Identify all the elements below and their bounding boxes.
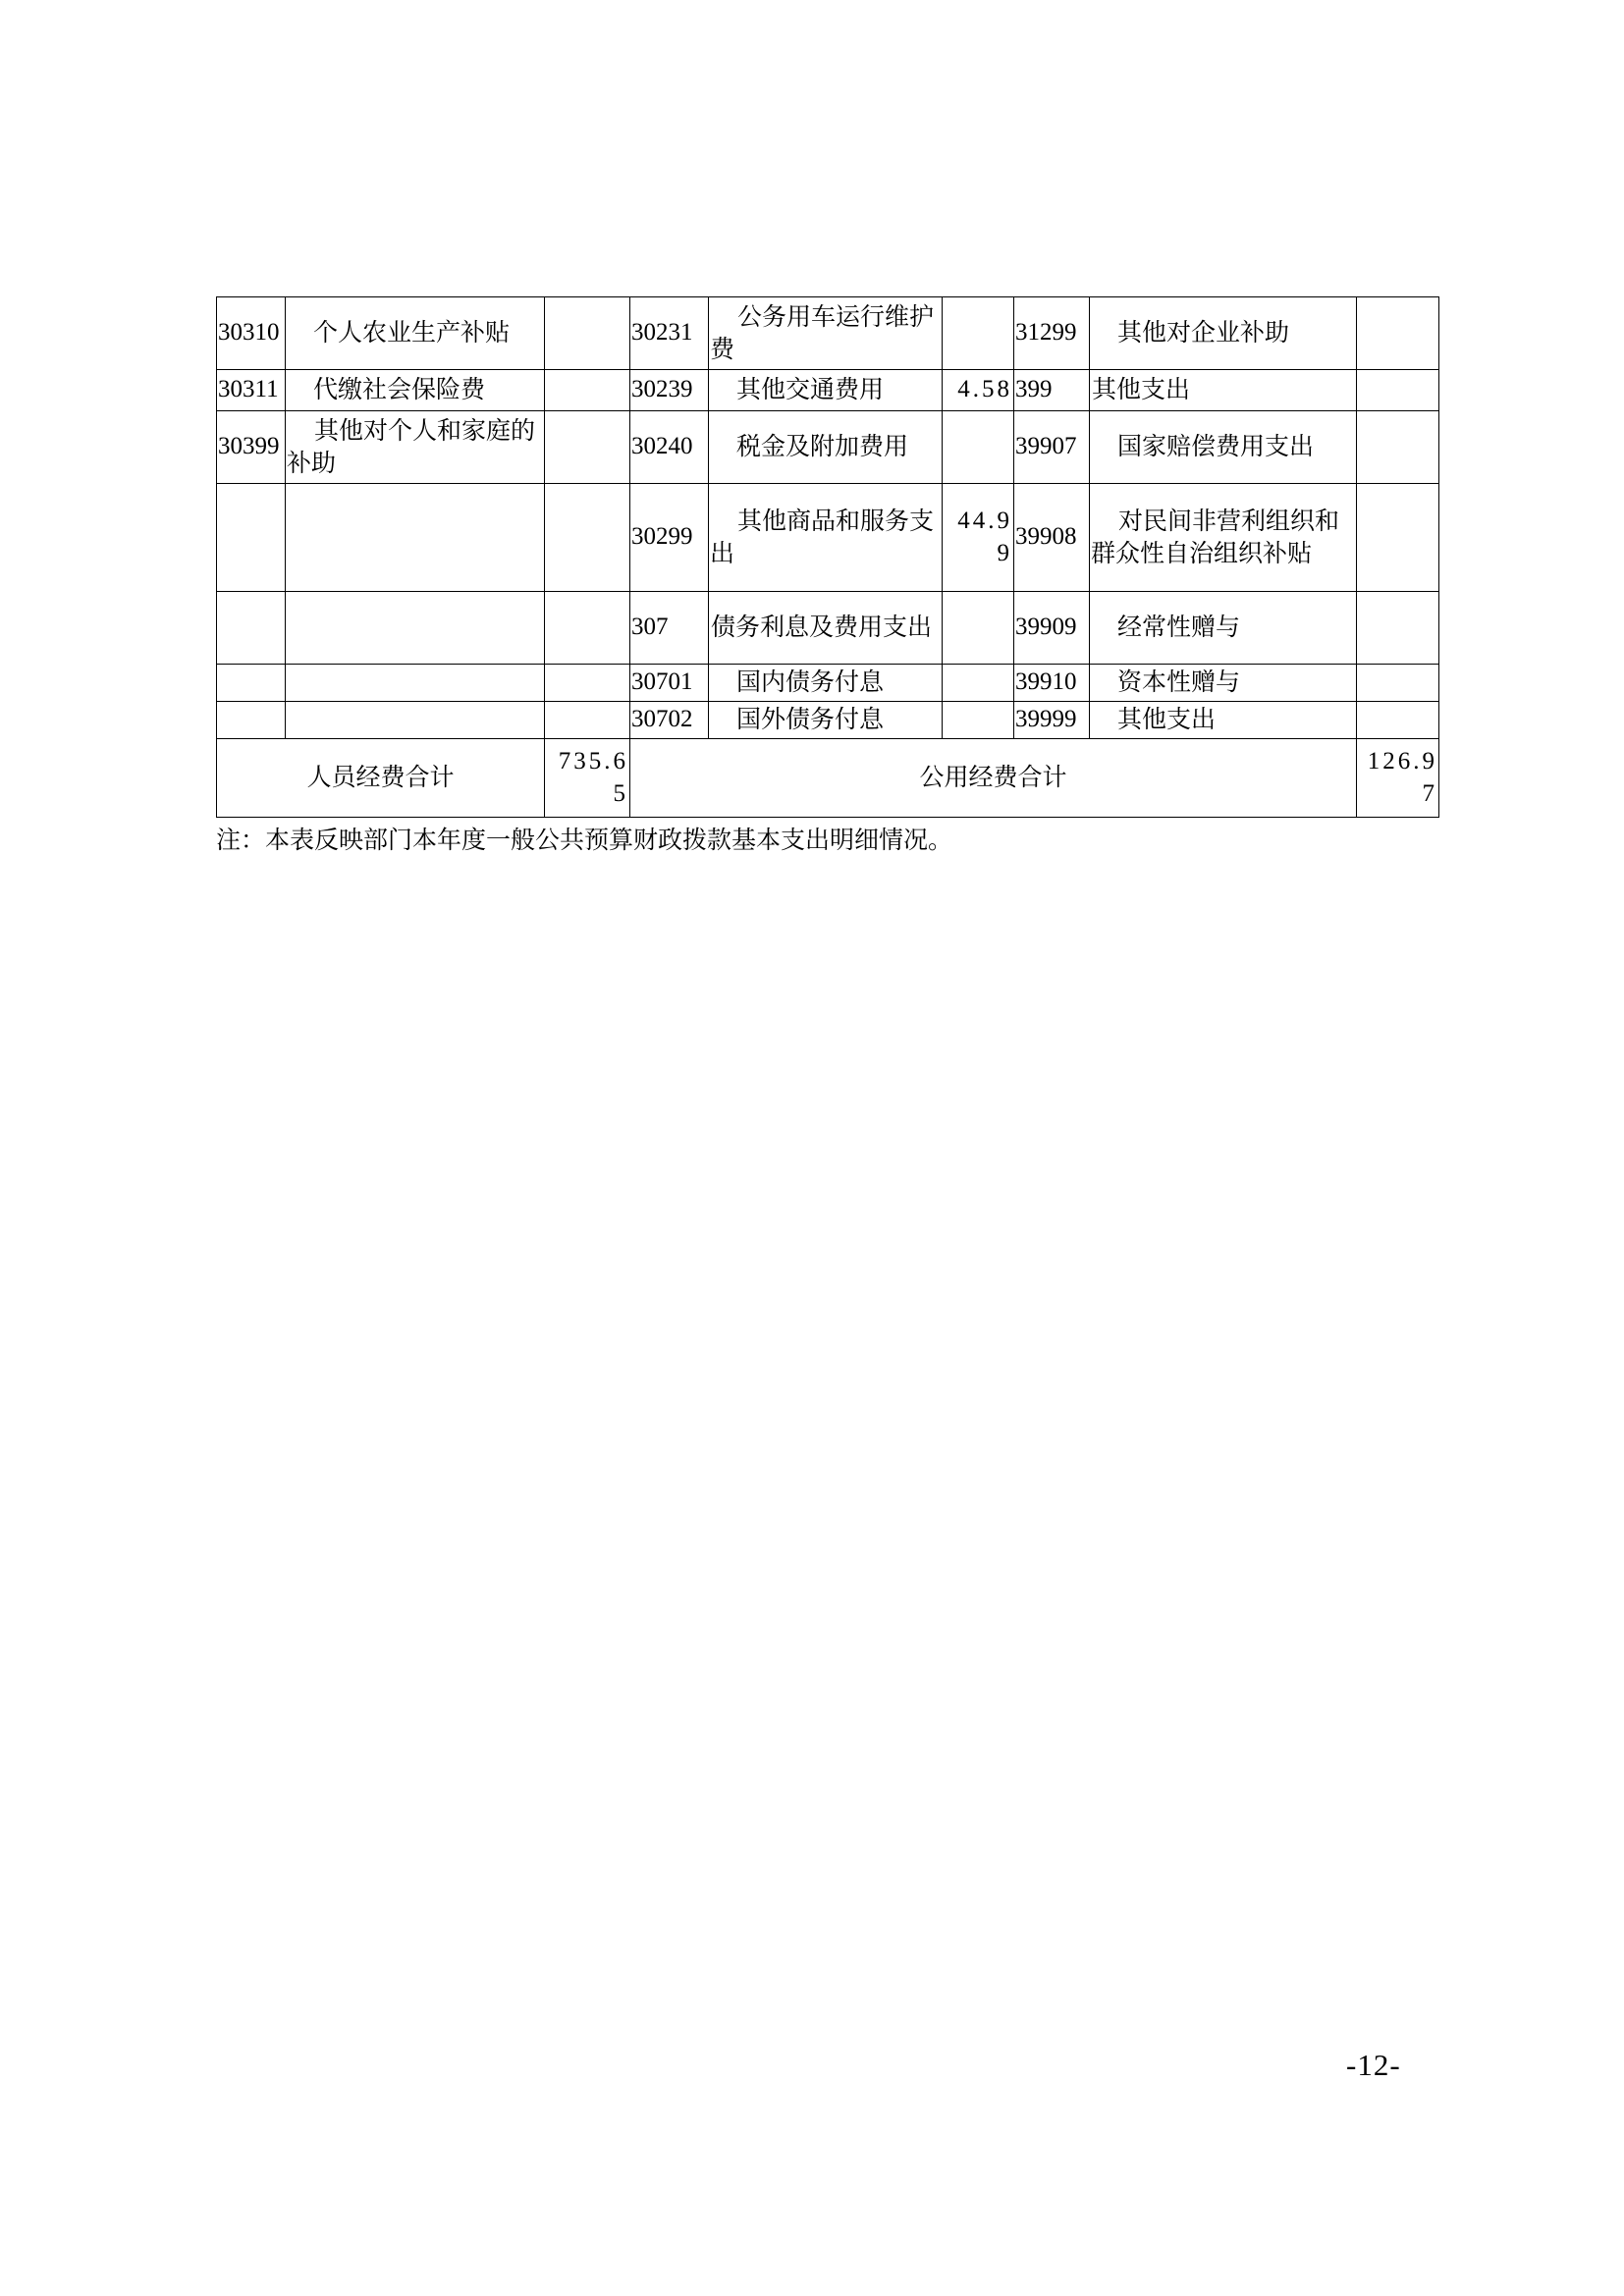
item-name-cell: 其他商品和服务支出 bbox=[709, 484, 943, 592]
amount-cell bbox=[545, 665, 630, 702]
item-name-cell bbox=[286, 665, 545, 702]
item-name-cell: 其他对个人和家庭的补助 bbox=[286, 411, 545, 484]
econ-code-cell: 30299 bbox=[630, 484, 709, 592]
econ-code-cell: 30399 bbox=[217, 411, 286, 484]
econ-code-cell: 30310 bbox=[217, 297, 286, 370]
item-name-cell: 个人农业生产补贴 bbox=[286, 297, 545, 370]
personnel-total-value: 735.65 bbox=[545, 739, 630, 818]
item-name-cell: 国内债务付息 bbox=[709, 665, 943, 702]
table-row bbox=[217, 592, 1439, 665]
amount-cell bbox=[943, 411, 1014, 484]
table-row bbox=[217, 665, 1439, 702]
amount-cell: 4.58 bbox=[943, 370, 1014, 411]
item-name-cell bbox=[286, 592, 545, 665]
amount-cell bbox=[943, 665, 1014, 702]
amount-cell bbox=[1357, 592, 1439, 665]
amount-cell bbox=[1357, 702, 1439, 739]
item-name-cell: 对民间非营利组织和群众性自治组织补贴 bbox=[1090, 484, 1357, 592]
amount-cell bbox=[943, 592, 1014, 665]
amount-cell bbox=[1357, 411, 1439, 484]
amount-cell bbox=[1357, 484, 1439, 592]
amount-cell bbox=[1357, 297, 1439, 370]
table-footnote: 注：本表反映部门本年度一般公共预算财政拨款基本支出明细情况。 bbox=[216, 826, 953, 854]
econ-code-cell: 39910 bbox=[1014, 665, 1090, 702]
econ-code-cell: 30231 bbox=[630, 297, 709, 370]
amount-cell bbox=[545, 411, 630, 484]
amount-cell bbox=[545, 702, 630, 739]
table-row bbox=[217, 370, 1439, 411]
econ-code-cell: 399 bbox=[1014, 370, 1090, 411]
econ-code-cell: 30701 bbox=[630, 665, 709, 702]
amount-cell bbox=[943, 297, 1014, 370]
totals-row bbox=[217, 739, 1439, 818]
econ-code-cell: 39908 bbox=[1014, 484, 1090, 592]
item-name-cell: 国家赔偿费用支出 bbox=[1090, 411, 1357, 484]
item-name-cell: 其他支出 bbox=[1090, 370, 1357, 411]
econ-code-cell bbox=[217, 592, 286, 665]
item-name-cell bbox=[286, 484, 545, 592]
item-name-cell bbox=[286, 702, 545, 739]
item-name-cell: 资本性赠与 bbox=[1090, 665, 1357, 702]
econ-code-cell bbox=[217, 484, 286, 592]
item-name-cell: 代缴社会保险费 bbox=[286, 370, 545, 411]
econ-code-cell: 31299 bbox=[1014, 297, 1090, 370]
item-name-cell: 公务用车运行维护费 bbox=[709, 297, 943, 370]
econ-code-cell bbox=[217, 702, 286, 739]
econ-code-cell: 30239 bbox=[630, 370, 709, 411]
page-number: -12- bbox=[1346, 2048, 1401, 2082]
personnel-total-label: 人员经费合计 bbox=[217, 739, 545, 818]
econ-code-cell: 307 bbox=[630, 592, 709, 665]
item-name-cell: 税金及附加费用 bbox=[709, 411, 943, 484]
item-name-cell: 其他对企业补助 bbox=[1090, 297, 1357, 370]
amount-cell bbox=[545, 297, 630, 370]
public-total-label: 公用经费合计 bbox=[630, 739, 1357, 818]
amount-cell bbox=[1357, 665, 1439, 702]
amount-cell bbox=[545, 592, 630, 665]
table-row bbox=[217, 484, 1439, 592]
item-name-cell: 经常性赠与 bbox=[1090, 592, 1357, 665]
econ-code-cell: 30311 bbox=[217, 370, 286, 411]
econ-code-cell: 30702 bbox=[630, 702, 709, 739]
econ-code-cell: 39999 bbox=[1014, 702, 1090, 739]
expenditure-detail-table bbox=[216, 296, 1439, 818]
item-name-cell: 债务利息及费用支出 bbox=[709, 592, 943, 665]
amount-cell bbox=[545, 370, 630, 411]
item-name-cell: 其他交通费用 bbox=[709, 370, 943, 411]
item-name-cell: 其他支出 bbox=[1090, 702, 1357, 739]
amount-cell bbox=[1357, 370, 1439, 411]
public-total-value: 126.97 bbox=[1357, 739, 1439, 818]
table-row bbox=[217, 411, 1439, 484]
econ-code-cell bbox=[217, 665, 286, 702]
amount-cell bbox=[545, 484, 630, 592]
table-row bbox=[217, 702, 1439, 739]
amount-cell bbox=[943, 702, 1014, 739]
econ-code-cell: 39907 bbox=[1014, 411, 1090, 484]
econ-code-cell: 39909 bbox=[1014, 592, 1090, 665]
econ-code-cell: 30240 bbox=[630, 411, 709, 484]
item-name-cell: 国外债务付息 bbox=[709, 702, 943, 739]
table-row bbox=[217, 297, 1439, 370]
amount-cell: 44.99 bbox=[943, 484, 1014, 592]
